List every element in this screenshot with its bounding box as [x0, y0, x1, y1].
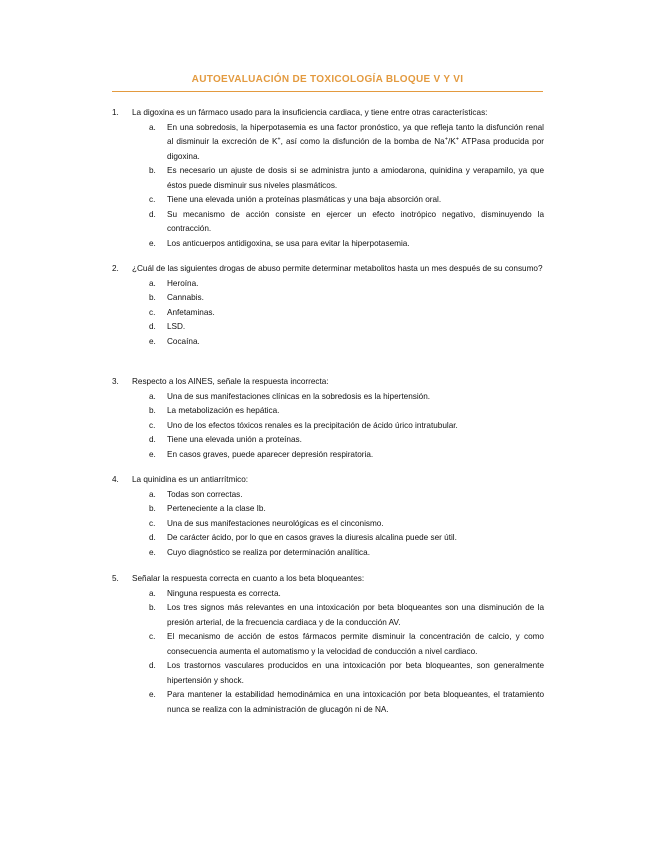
- option-letter: e.: [149, 547, 156, 557]
- option-text: Perteneciente a la clase Ib.: [167, 504, 266, 513]
- option-d: [112, 208, 544, 237]
- question-2: [112, 262, 544, 349]
- option-text: La metabolización es hepática.: [167, 406, 280, 415]
- question-text: Respecto a los AINES, señale la respuesta incorrecta:: [132, 377, 329, 386]
- option-letter: a.: [149, 391, 156, 401]
- question-number: 5.: [112, 574, 119, 583]
- option-d: [112, 659, 544, 688]
- option-text: Cuyo diagnóstico se realiza por determinación analítica.: [167, 547, 370, 557]
- option-b: [112, 164, 544, 193]
- option-letter: a.: [149, 489, 156, 499]
- option-d: [112, 433, 544, 448]
- question-number: 2.: [112, 264, 119, 273]
- options-list: [112, 587, 544, 718]
- option-a: [112, 488, 544, 503]
- option-letter: e.: [149, 238, 156, 248]
- option-e: [112, 237, 544, 252]
- option-c: [112, 419, 544, 434]
- option-b: [112, 291, 544, 306]
- option-text: LSD.: [167, 322, 186, 331]
- option-e: [112, 335, 544, 350]
- option-letter: b.: [149, 293, 156, 302]
- option-letter: a.: [149, 278, 156, 288]
- option-text: Ninguna respuesta es correcta.: [167, 588, 281, 598]
- option-letter: d.: [149, 209, 156, 219]
- option-letter: d.: [149, 435, 156, 444]
- option-a: [112, 121, 544, 165]
- option-letter: c.: [149, 420, 156, 430]
- option-letter: b.: [149, 166, 156, 175]
- option-text: Heroína.: [167, 278, 199, 288]
- option-text: Su mecanismo de acción consiste en ejercer un efecto inotrópico negativo, disminuyendo la contracción.: [167, 209, 544, 233]
- option-letter: e.: [149, 336, 156, 346]
- option-text: Anfetaminas.: [167, 307, 215, 317]
- option-text-part: , así como la disfunción de la bomba de Na: [280, 137, 445, 146]
- option-c: [112, 306, 544, 321]
- option-e: [112, 546, 544, 561]
- option-text: Los tres signos más relevantes en una intoxicación por beta bloqueantes son una disminución de la presión arterial, de la frecuencia cardiaca y de la conducción AV.: [167, 603, 544, 627]
- option-text: Cocaína.: [167, 336, 200, 346]
- option-a: [112, 587, 544, 602]
- option-letter: d.: [149, 661, 156, 670]
- option-letter: e.: [149, 690, 156, 699]
- option-a: [112, 390, 544, 405]
- option-letter: b.: [149, 406, 156, 415]
- question-1: [112, 106, 544, 251]
- question-text: Señalar la respuesta correcta en cuanto a los beta bloqueantes:: [132, 574, 365, 583]
- option-b: [112, 502, 544, 517]
- option-text: Para mantener la estabilidad hemodinámica en una intoxicación por beta bloqueantes, el tratamiento nunca se realiza con la administración de glucagón ni de NA.: [167, 690, 544, 714]
- question-text: La quinidina es un antiarrítmico:: [132, 475, 249, 484]
- option-letter: a.: [149, 588, 156, 598]
- option-text: En casos graves, puede aparecer depresión respiratoria.: [167, 449, 374, 459]
- option-text-part: ATPasa producida por digoxina.: [167, 137, 544, 161]
- option-text-part: En una sobredosis, la hiperpotasemia es una factor pronóstico, ya que refleja tanto la disfunción renal al disminuir la excreción de K: [167, 122, 544, 146]
- superscript: +: [444, 136, 448, 143]
- question-5: [112, 572, 544, 717]
- option-text: Es necesario un ajuste de dosis si se administra junto a amiodarona, quinidina y verapamilo, ya que éstos puede disminuir sus niveles plasmáticos.: [167, 166, 544, 190]
- title-underline: [112, 91, 543, 92]
- question-number: 1.: [112, 108, 119, 117]
- option-letter: b.: [149, 504, 156, 513]
- question-3: [112, 375, 544, 462]
- options-list: [112, 121, 544, 252]
- question-number: 4.: [112, 475, 119, 484]
- option-text: Tiene una elevada unión a proteínas plasmáticas y una baja absorción oral.: [167, 195, 442, 204]
- option-letter: b.: [149, 603, 156, 612]
- options-list: [112, 390, 544, 463]
- option-letter: e.: [149, 449, 156, 459]
- question-text: La digoxina es un fármaco usado para la insuficiencia cardiaca, y tiene entre otras características:: [132, 108, 488, 117]
- option-c: [112, 630, 544, 659]
- option-text: Uno de los efectos tóxicos renales es la precipitación de ácido úrico intratubular.: [167, 420, 458, 430]
- question-4: [112, 473, 544, 560]
- superscript: +: [455, 136, 459, 143]
- option-text: Todas son correctas.: [167, 489, 243, 499]
- option-letter: d.: [149, 322, 156, 331]
- option-c: [112, 193, 544, 208]
- option-letter: a.: [149, 122, 156, 132]
- option-d: [112, 320, 544, 335]
- option-text-part: /K: [447, 137, 456, 146]
- option-letter: c.: [149, 307, 156, 317]
- option-letter: c.: [149, 195, 156, 204]
- option-text: Una de sus manifestaciones neurológicas es el cinconismo.: [167, 518, 384, 528]
- option-letter: c.: [149, 518, 156, 528]
- option-letter: c.: [149, 632, 156, 641]
- options-list: [112, 488, 544, 561]
- document-title: AUTOEVALUACIÓN DE TOXICOLOGÍA BLOQUE V Y VI: [191, 74, 464, 85]
- option-e: [112, 688, 544, 717]
- option-b: [112, 404, 544, 419]
- option-d: [112, 531, 544, 546]
- question-number: 3.: [112, 377, 119, 386]
- option-b: [112, 601, 544, 630]
- question-text: ¿Cuál de las siguientes drogas de abuso permite determinar metabolitos hasta un mes después de su consumo?: [132, 264, 543, 273]
- option-text: El mecanismo de acción de estos fármacos permite disminuir la concentración de calcio, y como consecuencia aumenta el automatismo y la velocidad de conducción a nivel cardiaco.: [167, 632, 544, 656]
- option-letter: d.: [149, 533, 156, 542]
- option-text: Los trastornos vasculares producidos en una intoxicación por beta bloqueantes, son generalmente hipertensión y shock.: [167, 661, 544, 685]
- option-c: [112, 517, 544, 532]
- option-text: Una de sus manifestaciones clínicas en la sobredosis es la hipertensión.: [167, 391, 431, 401]
- option-e: [112, 448, 544, 463]
- option-text: Tiene una elevada unión a proteínas.: [167, 435, 302, 444]
- option-text: De carácter ácido, por lo que en casos graves la diuresis alcalina puede ser útil.: [167, 533, 457, 542]
- superscript: +: [277, 136, 281, 143]
- option-text: Los anticuerpos antidigoxina, se usa para evitar la hiperpotasemia.: [167, 238, 410, 248]
- option-text: Cannabis.: [167, 293, 204, 302]
- option-a: [112, 277, 544, 292]
- options-list: [112, 277, 544, 350]
